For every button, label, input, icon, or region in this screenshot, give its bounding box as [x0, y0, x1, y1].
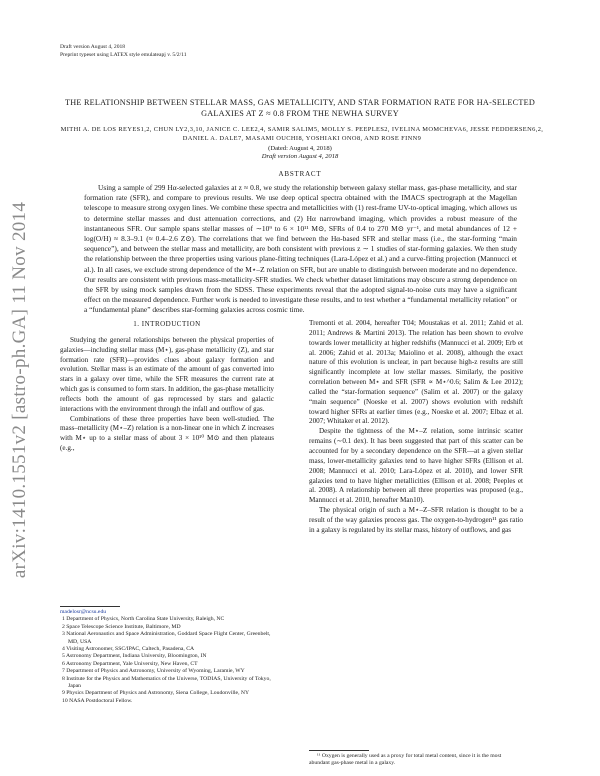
draft-version-subline: Draft version August 4, 2018 [261, 153, 339, 160]
arxiv-stamp-text: arXiv:1410.1551v2 [astro-ph.GA] 11 Nov 2014 [9, 201, 30, 579]
arxiv-identifier-stamp [2, 160, 38, 620]
affiliation-1: 1 Department of Physics, North Carolina State University, Raleigh, NC [62, 616, 225, 623]
dated-line: (Dated: August 4, 2018) [268, 145, 332, 152]
footnote-divider [309, 750, 369, 751]
right-paragraph-2: Despite the tightness of the M⋆–Z relation, some intrinsic scatter remains (∼0.1 dex). It has been suggested that part of this scatter can be accounted for by a secondary dependence on the SFR—at a given stellar mass, lower-metallicity galaxies tend to have higher SFRs (Ellison et al. 2008; Mannucci et al. 2010; Lara-López et al. 2010), and lower SFR galaxies tend to have higher metallicities (Ellison et al. 2008; Peeples et al. 2008). A relationship between all three properties was proposed (e.g., Mannucci et al. 2010, hereafter Man10). [309, 427, 523, 505]
affiliation-6: 6 Astronomy Department, Yale University, New Haven, CT [62, 660, 198, 667]
affiliation-9: 9 Physics Department of Physics and Astronomy, Siena College, Loudonville, NY [62, 690, 250, 697]
intro-paragraph-2: Combinations of these three properties have been well-studied. The mass–metallicity (M⋆–Z) relation is a non-linear one in which Z increases with M⋆ up to a stellar mass of about 3 × 10¹⁰ M⊙ and then plateaus (e.g., [60, 414, 274, 453]
right-paragraph-1: Tremonti et al. 2004, hereafter T04; Moustakas et al. 2011; Zahid et al. 2011; Andrews & Martini 2013). The relation has been shown to evolve towards lower metallicity at higher redshifts (Mannucci et al. 2009; Erb et al. 2006; Zahid et al. 2013a; Maiolino et al. 2008), although the exact nature of this evolution is unclear, in part because high-z results are still significantly incomplete at low stellar masses. Similarly, the positive correlation between M⋆ and SFR (SFR ∝ M⋆^0.6; Salim & Lee 2012); called the “star-formation sequence” (Salim et al. 2007) or the galaxy “main sequence” (Noeske et al. 2007) shows evolution with redshift toward higher SFRs at earlier times (e.g., Noeske et al. 2007; Elbaz et al. 2007; Whitaker et al. 2012). [309, 319, 523, 426]
affiliation-10: 10 NASA Postdoctoral Fellow. [62, 697, 133, 704]
left-column [60, 320, 274, 454]
dates-block [0, 145, 600, 161]
footnote-11: ¹¹ Oxygen is generally used as a proxy for total metal content, since it is the most abundant gas-phase metal in a galaxy. [309, 753, 502, 767]
abstract-heading [0, 170, 600, 178]
preprint-header [60, 44, 187, 59]
intro-paragraph-1: Studying the general relationships between the physical properties of galaxies—including stellar mass (M⋆), gas-phase metallicity (Z), and star formation rate (SFR)—provides clues about galaxy formation and evolution. Stellar mass is an estimate of the amount of gas converted into stars in a galaxy over time, while the SFR measures the current rate at which gas is consumed to form stars. In addition, the gas-phase metallicity reflects both the amount of gas reprocessed by stars and galactic interactions with the environment through the infall and outflow of gas. [60, 335, 274, 413]
right-paragraph-3: The physical origin of such a M⋆–Z–SFR relation is thought to be a result of the way galaxies process gas. The oxygen-to-hydrogen¹¹ gas ratio in a galaxy is regulated by its stellar mass, history of outflows, and gas [309, 506, 523, 534]
affiliation-5: 5 Astronomy Department, Indiana University, Bloomington, IN [62, 653, 207, 660]
affiliation-4: 4 Visiting Astronomer, SSC/IPAC, Caltech, Pasadena, CA [62, 646, 195, 653]
section-1-heading: 1. INTRODUCTION [133, 320, 201, 328]
affiliation-7: 7 Department of Physics and Astronomy, University of Wyoming, Laramie, WY [62, 668, 245, 675]
affiliations-block [60, 609, 274, 705]
affiliation-3: 3 National Aeronautics and Space Administration, Goddard Space Flight Center, Greenbelt, MD, USA [62, 631, 271, 645]
abstract-heading-text: ABSTRACT [278, 170, 322, 178]
right-column [309, 319, 523, 536]
draft-version-line: Draft version August 4, 2018 [60, 44, 126, 50]
author-list: MITHI A. DE LOS REYES1,2, CHUN LY2,3,10, JANICE C. LEE2,4, SAMIR SALIM5, MOLLY S. PEEPLES2, IVELINA MOMCHEVA6, JESSE FEDDERSEN6,2, DANIEL A. DALE7, MASAMI OUCHI8, YOSHIAKI ONO8, AND ROSE FINN9 [60, 126, 544, 142]
typeset-line: Preprint typeset using LATEX style emulateapj v. 5/2/11 [60, 51, 187, 58]
abstract-body: Using a sample of 299 Hα-selected galaxies at z ≈ 0.8, we study the relationship between galaxy stellar mass, gas-phase metallicity, and star formation rate (SFR), and compare to previous results. We use deep optical spectra obtained with the IMACS spectrograph at the Magellan telescope to measure strong oxygen lines. We combine these spectra and metallicities with (1) rest-frame UV-to-optical imaging, which allows us to determine stellar masses and dust attenuation corrections, and (2) Hα narrowband imaging, which provides a robust measure of the instantaneous SFR. Our sample spans stellar masses of ∼10⁹ to 6 × 10¹¹ M⊙, SFRs of 0.4 to 270 M⊙ yr⁻¹, and metal abundances of 12 + log(O/H) ≈ 8.3–9.1 (≈ 0.4–2.6 Z⊙). The correlations that we find between the Hα-based SFR and stellar mass (i.e., the star-forming “main sequence”), and between the stellar mass and metallicity, are both consistent with previous z ∼ 1 studies of star-forming galaxies. We then study the relationship between the three properties using various plane-fitting techniques (Lara-López et al.) and a curve-fitting projection (Mannucci et al.). In all cases, we exclude strong dependence of the M⋆–Z relation on SFR, but are unable to distinguish between moderate and no dependence. Our results are consistent with previous mass-metallicity-SFR studies. We check whether dataset limitations may obscure a strong dependence on the SFR by using mock samples drawn from the SDSS. These experiments reveal that the adopted signal-to-noise cuts may have a significant effect on the measured dependence. Further work is needed to investigate these results, and to test whether a “fundamental metallicity relation” or a “fundamental plane” describes star-forming galaxies across cosmic time. [84, 183, 517, 315]
contact-email[interactable]: madelosr@ncsu.edu [60, 609, 107, 615]
affiliation-divider [60, 606, 120, 607]
affiliation-2: 2 Space Telescope Science Institute, Baltimore, MD [62, 623, 181, 630]
affiliation-8: 8 Institute for the Physics and Mathematics of the Universe, TODIAS, University of Tokyo, Japan [62, 675, 271, 690]
paper-title: THE RELATIONSHIP BETWEEN STELLAR MASS, GAS METALLICITY, AND STAR FORMATION RATE FOR HΑ-SELECTED GALAXIES AT Z ≈ 0.8 FROM THE NEWHΑ SURVEY [64, 98, 536, 118]
